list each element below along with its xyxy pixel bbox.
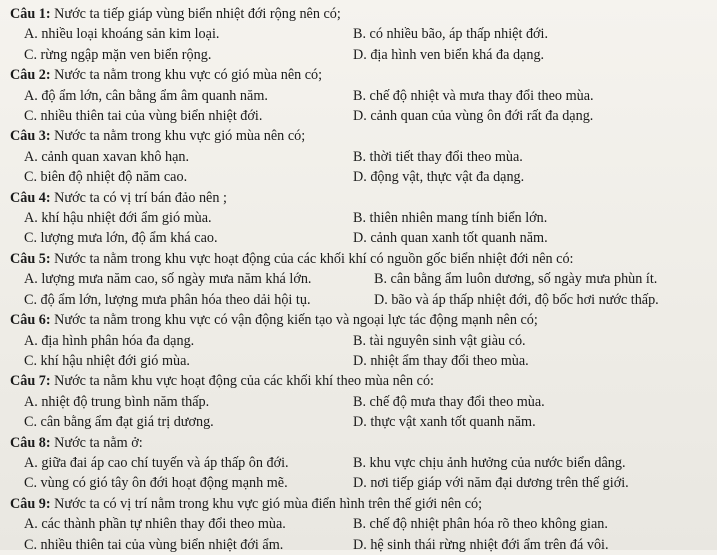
option-c: C. nhiều thiên tai của vùng biển nhiệt đới ẩm. xyxy=(24,536,284,553)
option-c: C. cân bằng ẩm đạt giá trị dương. xyxy=(24,414,214,431)
option-b: B. chế độ nhiệt và mưa thay đổi theo mùa. xyxy=(353,87,594,104)
question-text: Nước ta nằm trong khu vực hoạt động của các khối khí có nguồn gốc biển nhiệt đới nên có: xyxy=(50,250,574,267)
option-a: A. khí hậu nhiệt đới ẩm gió mùa. xyxy=(24,210,212,227)
option-b: B. khu vực chịu ảnh hưởng của nước biển dâng. xyxy=(353,454,626,471)
option-b: B. thiên nhiên mang tính biển lớn. xyxy=(353,210,548,227)
answer-options xyxy=(10,269,707,310)
question-stem xyxy=(10,188,707,208)
answer-options xyxy=(10,24,707,65)
question-text: Nước ta nằm trong khu vực gió mùa nên có; xyxy=(50,128,306,145)
question-stem xyxy=(10,249,707,269)
question-text: Nước ta nằm trong khu vực có vận động kiến tạo và ngoại lực tác động mạnh nên có; xyxy=(50,312,538,329)
question-8 xyxy=(10,433,707,494)
answer-options xyxy=(10,331,707,372)
question-9 xyxy=(10,494,707,555)
question-stem xyxy=(10,4,707,24)
option-c: C. vùng có gió tây ôn đới hoạt động mạnh mẽ. xyxy=(24,475,288,492)
question-stem xyxy=(10,310,707,330)
option-d: D. nhiệt ẩm thay đổi theo mùa. xyxy=(353,352,529,369)
option-a: A. nhiệt độ trung bình năm thấp. xyxy=(24,393,210,410)
question-7 xyxy=(10,371,707,432)
option-d: D. hệ sinh thái rừng nhiệt đới ẩm trên đá vôi. xyxy=(353,536,609,553)
question-6 xyxy=(10,310,707,371)
question-text: Nước ta có vị trí bán đảo nên ; xyxy=(50,189,227,206)
question-number: Câu 1: xyxy=(10,6,51,22)
option-b: B. cân bằng ẩm luôn dương, số ngày mưa phùn ít. xyxy=(374,271,658,288)
question-stem xyxy=(10,126,707,146)
option-d: D. cảnh quan xanh tốt quanh năm. xyxy=(353,230,548,247)
question-number: Câu 4: xyxy=(10,189,51,206)
question-stem xyxy=(10,65,707,85)
option-b: B. chế độ mưa thay đổi theo mùa. xyxy=(353,393,545,410)
question-number: Câu 2: xyxy=(10,67,51,84)
option-a: A. các thành phần tự nhiên thay đổi theo mùa. xyxy=(24,516,286,533)
answer-options xyxy=(10,392,707,433)
question-text: Nước ta có vị trí nằm trong khu vực gió mùa điển hình trên thế giới nên có; xyxy=(50,495,483,512)
answer-options xyxy=(10,208,707,249)
answer-options xyxy=(10,514,707,555)
question-number: Câu 7: xyxy=(10,373,51,390)
question-number: Câu 5: xyxy=(10,250,51,267)
option-d: D. bão và áp thấp nhiệt đới, độ bốc hơi nước thấp. xyxy=(374,291,659,308)
question-stem xyxy=(10,494,707,514)
option-c: C. nhiều thiên tai của vùng biển nhiệt đới. xyxy=(24,108,263,125)
question-stem xyxy=(10,433,707,453)
question-3 xyxy=(10,126,707,187)
question-number: Câu 9: xyxy=(10,495,51,512)
question-1 xyxy=(10,4,707,65)
question-4 xyxy=(10,188,707,249)
option-c: C. độ ẩm lớn, lượng mưa phân hóa theo dải hội tụ. xyxy=(24,291,311,308)
option-a: A. nhiều loại khoáng sản kim loại. xyxy=(24,26,220,43)
answer-options xyxy=(10,453,707,494)
answer-options xyxy=(10,147,707,188)
option-d: D. thực vật xanh tốt quanh năm. xyxy=(353,414,536,431)
question-2 xyxy=(10,65,707,126)
question-number: Câu 6: xyxy=(10,312,51,329)
option-c: C. khí hậu nhiệt đới gió mùa. xyxy=(24,352,190,369)
option-b: B. chế độ nhiệt phân hóa rõ theo không gian. xyxy=(353,516,608,533)
question-5 xyxy=(10,249,707,310)
option-a: A. lượng mưa năm cao, số ngày mưa năm khá lớn. xyxy=(24,271,312,288)
answer-options xyxy=(10,86,707,127)
option-a: A. giữa đai áp cao chí tuyến và áp thấp ôn đới. xyxy=(24,454,289,471)
question-text: Nước ta nằm trong khu vực có gió mùa nên có; xyxy=(50,67,323,84)
option-d: D. địa hình ven biển khá đa dạng. xyxy=(353,46,545,63)
question-number: Câu 8: xyxy=(10,434,51,451)
option-d: D. nơi tiếp giáp với năm đại dương trên thế giới. xyxy=(353,475,629,492)
option-d: D. động vật, thực vật đa dạng. xyxy=(353,169,525,186)
option-d: D. cảnh quan của vùng ôn đới rất đa dạng. xyxy=(353,108,594,125)
question-stem xyxy=(10,371,707,391)
option-b: B. tài nguyên sinh vật giàu có. xyxy=(353,332,526,349)
question-text: Nước ta tiếp giáp vùng biển nhiệt đới rộng nên có; xyxy=(50,6,341,22)
question-number: Câu 3: xyxy=(10,128,51,145)
option-b: B. thời tiết thay đổi theo mùa. xyxy=(353,148,523,165)
question-text: Nước ta nằm ở: xyxy=(50,434,143,451)
question-text: Nước ta nằm khu vực hoạt động của các khối khí theo mùa nên có: xyxy=(50,373,434,390)
option-b: B. có nhiều bão, áp thấp nhiệt đới. xyxy=(353,26,549,43)
option-c: C. biên độ nhiệt độ năm cao. xyxy=(24,169,188,186)
option-a: A. địa hình phân hóa đa dạng. xyxy=(24,332,195,349)
option-a: A. độ ẩm lớn, cân bằng ẩm âm quanh năm. xyxy=(24,87,268,104)
option-c: C. rừng ngập mặn ven biển rộng. xyxy=(24,46,212,63)
option-a: A. cảnh quan xavan khô hạn. xyxy=(24,148,190,165)
option-c: C. lượng mưa lớn, độ ẩm khá cao. xyxy=(24,230,218,247)
